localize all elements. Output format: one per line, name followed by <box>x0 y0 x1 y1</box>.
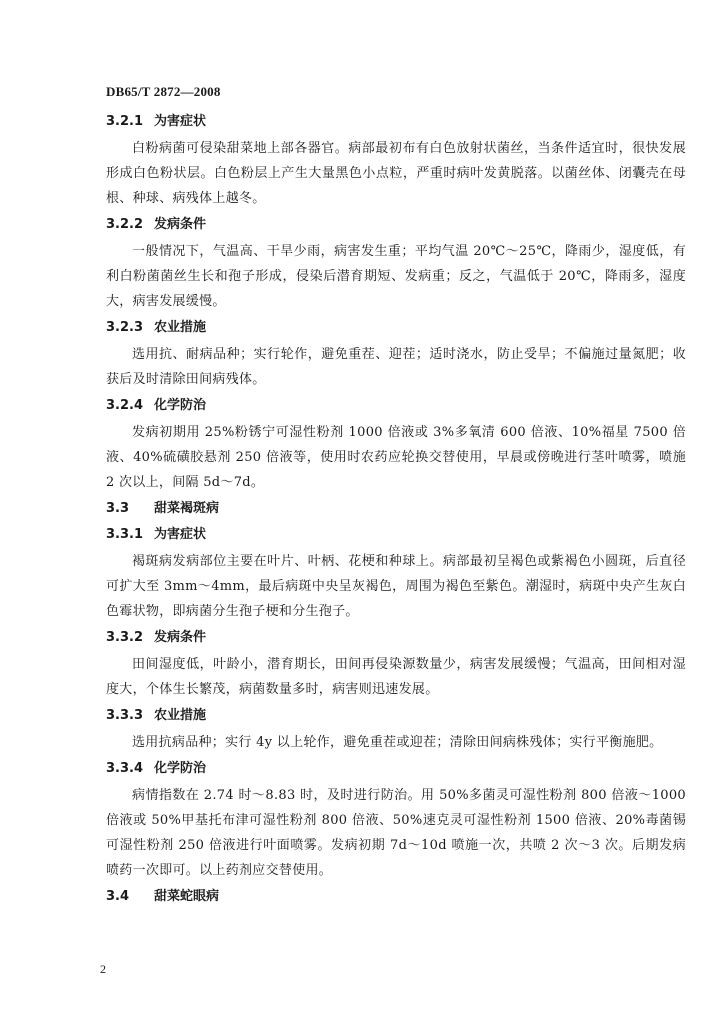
section-title: 发病条件 <box>154 630 207 645</box>
section-paragraph: 白粉病菌可侵染甜菜地上部各器官。病部最初布有白色放射状菌丝，当条件适宜时，很快发展形成白色粉状层。白色粉层上产生大量黑色小点粒，严重时病叶发黄脱落。以菌丝体、闭囊壳在母根、种球、病残体上越冬。 <box>106 141 686 206</box>
section-heading <box>106 215 686 235</box>
section-heading <box>106 525 686 545</box>
section-number: 3.2.1 <box>106 114 144 129</box>
document-body <box>106 112 686 907</box>
section-number: 3.3.2 <box>106 630 144 645</box>
section-paragraph: 选用抗病品种；实行 4y 以上轮作，避免重茬或迎茬；清除田间病株残体；实行平衡施肥。 <box>132 735 663 750</box>
section-title: 甜菜蛇眼病 <box>154 889 220 904</box>
section-paragraph: 一般情况下，气温高、干旱少雨，病害发生重；平均气温 20℃～25℃，降雨少，湿度低，有利白粉菌菌丝生长和孢子形成，侵染后潜育期短、发病重；反之，气温低于 20℃，降雨多，湿度大，病害发展缓慢。 <box>106 244 686 309</box>
section-title: 化学防治 <box>154 761 207 776</box>
section-paragraph: 病情指数在 2.74 时～8.83 时，及时进行防治。用 50%多菌灵可湿性粉剂 800 倍液～1000 倍液或 50%甲基托布津可湿性粉剂 800 倍液、50%速克灵可湿性粉剂 1500 倍液、20%毒菌锡可湿性粉剂 250 倍液进行叶面喷雾。发病初期 7d～10d 喷施一次，共喷 2 次～3 次。后期发病喷药一次即可。以上药剂应交替使用。 <box>106 788 686 878</box>
section-number: 3.3.4 <box>106 761 144 776</box>
section-heading <box>106 499 686 519</box>
section-title: 化学防治 <box>154 398 207 413</box>
section-number: 3.2.3 <box>106 320 144 335</box>
section-heading <box>106 887 686 907</box>
section-heading <box>106 706 686 726</box>
section-title: 农业措施 <box>154 320 207 335</box>
section-heading <box>106 628 686 648</box>
section-number: 3.4 <box>106 889 130 904</box>
section-title: 甜菜褐斑病 <box>154 501 220 516</box>
section-title: 农业措施 <box>154 708 207 723</box>
section-number: 3.3 <box>106 501 130 516</box>
page-number: 2 <box>100 962 106 976</box>
section-title: 为害症状 <box>154 527 207 542</box>
section-paragraph: 发病初期用 25%粉锈宁可湿性粉剂 1000 倍液或 3%多氧清 600 倍液、10%福星 7500 倍液、40%硫磺胶悬剂 250 倍液等，使用时农药应轮换交替使用，早晨或傍晚进行茎叶喷雾，喷施 2 次以上，间隔 5d～7d。 <box>106 425 686 490</box>
section-heading <box>106 318 686 338</box>
section-paragraph: 选用抗、耐病品种；实行轮作，避免重茬、迎茬；适时浇水，防止受旱；不偏施过量氮肥；收获后及时清除田间病残体。 <box>106 347 686 387</box>
section-title: 为害症状 <box>154 114 207 129</box>
section-number: 3.2.4 <box>106 398 144 413</box>
section-number: 3.2.2 <box>106 217 144 232</box>
section-heading <box>106 396 686 416</box>
section-paragraph: 田间湿度低，叶龄小，潜育期长，田间再侵染源数量少，病害发展缓慢；气温高，田间相对湿度大，个体生长繁茂，病菌数量多时，病害则迅速发展。 <box>106 657 686 697</box>
section-heading <box>106 112 686 132</box>
section-heading <box>106 759 686 779</box>
section-number: 3.3.3 <box>106 708 144 723</box>
section-title: 发病条件 <box>154 217 207 232</box>
section-number: 3.3.1 <box>106 527 144 542</box>
section-paragraph: 褐斑病发病部位主要在叶片、叶柄、花梗和种球上。病部最初呈褐色或紫褐色小圆斑，后直径可扩大至 3mm～4mm，最后病斑中央呈灰褐色，周围为褐色至紫色。潮湿时，病斑中央产生灰白色霉状物，即病菌分生孢子梗和分生孢子。 <box>106 554 686 619</box>
standard-code-header: DB65/T 2872—2008 <box>106 84 221 99</box>
